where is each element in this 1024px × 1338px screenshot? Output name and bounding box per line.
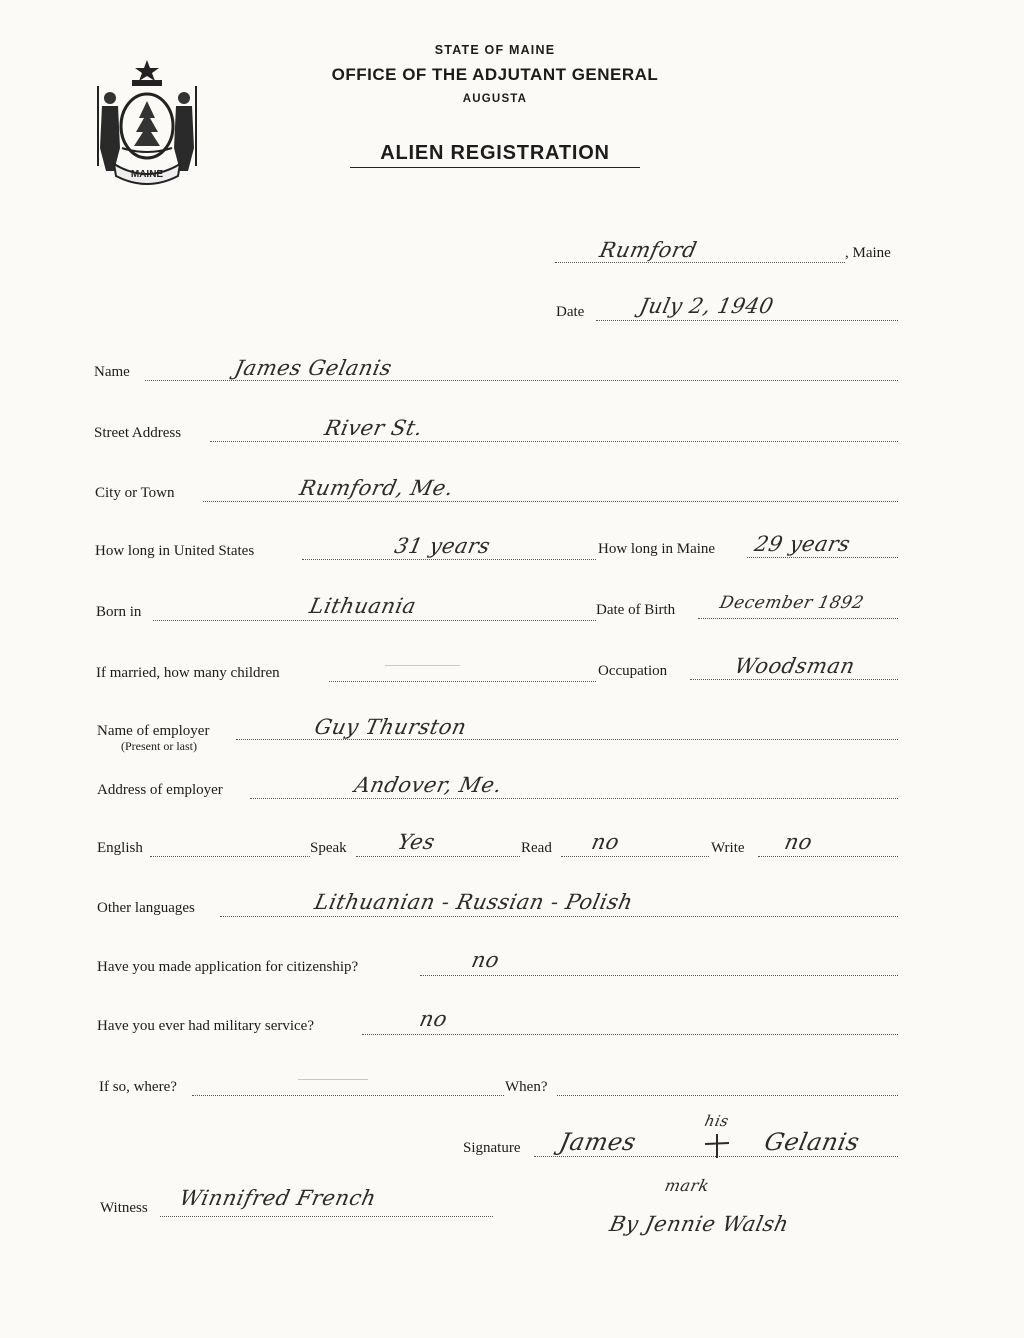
- read-label: Read: [521, 840, 552, 856]
- married-line: [329, 681, 596, 682]
- name-line: [145, 380, 898, 381]
- born-in-label: Born in: [96, 604, 142, 620]
- married-dash: [385, 665, 460, 666]
- employer-address-value: Andover, Me.: [352, 773, 505, 797]
- read-line: [561, 856, 709, 857]
- employer-address-line: [250, 798, 898, 799]
- date-value: July 2, 1940: [637, 294, 776, 318]
- how-long-us-line: [302, 559, 596, 560]
- english-line: [150, 856, 310, 857]
- write-label: Write: [711, 840, 745, 856]
- other-languages-line: [220, 916, 898, 917]
- born-in-line: [153, 620, 596, 621]
- occupation-value: Woodsman: [732, 654, 858, 678]
- married-label: If married, how many children: [96, 665, 280, 681]
- when-label: When?: [505, 1079, 548, 1095]
- dob-label: Date of Birth: [596, 602, 676, 618]
- other-languages-value: Lithuanian - Russian - Polish: [312, 890, 636, 914]
- form-title: ALIEN REGISTRATION: [350, 142, 640, 168]
- how-long-us-value: 31 years: [392, 534, 493, 558]
- maine-state-seal: [92, 56, 202, 186]
- signature-first: James: [557, 1128, 639, 1156]
- write-line: [758, 856, 898, 857]
- when-line: [557, 1095, 898, 1096]
- header-state: STATE OF MAINE: [434, 43, 556, 57]
- signature-last: Gelanis: [762, 1128, 863, 1156]
- other-languages-label: Other languages: [97, 900, 195, 916]
- write-value: no: [782, 830, 815, 854]
- dob-line: [698, 618, 898, 619]
- name-label: Name: [94, 364, 130, 380]
- occupation-label: Occupation: [598, 663, 668, 679]
- speak-label: Speak: [310, 840, 347, 856]
- place-suffix-label: , Maine: [845, 245, 891, 261]
- occupation-line: [690, 679, 898, 680]
- speak-value: Yes: [395, 830, 438, 854]
- citizenship-value: no: [469, 948, 502, 972]
- employer-name-line: [236, 739, 898, 740]
- employer-name-label: Name of employer: [97, 723, 210, 739]
- street-line: [210, 441, 898, 442]
- seal-text: MAINE: [130, 169, 164, 180]
- employer-name-sublabel: (Present or last): [121, 739, 197, 753]
- city-line: [203, 501, 898, 502]
- how-long-maine-line: [747, 557, 898, 558]
- city-label: City or Town: [95, 485, 175, 501]
- military-line: [362, 1034, 898, 1035]
- born-in-value: Lithuania: [307, 594, 419, 618]
- signature-label: Signature: [463, 1140, 521, 1156]
- witness-label: Witness: [100, 1200, 148, 1216]
- citizenship-label: Have you made application for citizenship?: [97, 959, 359, 975]
- where-line: [192, 1095, 504, 1096]
- citizenship-line: [420, 975, 898, 976]
- header-office: OFFICE OF THE ADJUTANT GENERAL: [331, 65, 659, 84]
- witness-value: Winnifred French: [177, 1186, 379, 1210]
- signature-x-mark-icon: [702, 1132, 732, 1160]
- where-label: If so, where?: [99, 1079, 177, 1095]
- header-city: AUGUSTA: [462, 93, 528, 105]
- how-long-maine-label: How long in Maine: [598, 541, 716, 557]
- signature-his: his: [703, 1112, 731, 1130]
- read-value: no: [589, 830, 622, 854]
- employer-address-label: Address of employer: [97, 782, 223, 798]
- place-value: Rumford: [597, 238, 700, 262]
- how-long-maine-value: 29 years: [752, 532, 853, 556]
- city-value: Rumford, Me.: [297, 476, 456, 500]
- date-line: [596, 320, 898, 321]
- dob-value: December 1892: [717, 593, 866, 613]
- date-label: Date: [556, 304, 585, 320]
- speak-line: [356, 856, 520, 857]
- street-value: River St.: [322, 416, 426, 440]
- military-label: Have you ever had military service?: [97, 1018, 314, 1034]
- name-value: James Gelanis: [232, 356, 395, 380]
- place-line: [555, 262, 845, 263]
- where-dash: [298, 1079, 368, 1080]
- military-value: no: [417, 1007, 450, 1031]
- witness-line: [160, 1216, 493, 1217]
- signature-by: By Jennie Walsh: [607, 1212, 792, 1236]
- employer-name-value: Guy Thurston: [312, 715, 469, 739]
- street-label: Street Address: [94, 425, 182, 441]
- how-long-us-label: How long in United States: [95, 543, 255, 559]
- signature-mark: mark: [662, 1176, 712, 1195]
- english-label: English: [97, 840, 143, 856]
